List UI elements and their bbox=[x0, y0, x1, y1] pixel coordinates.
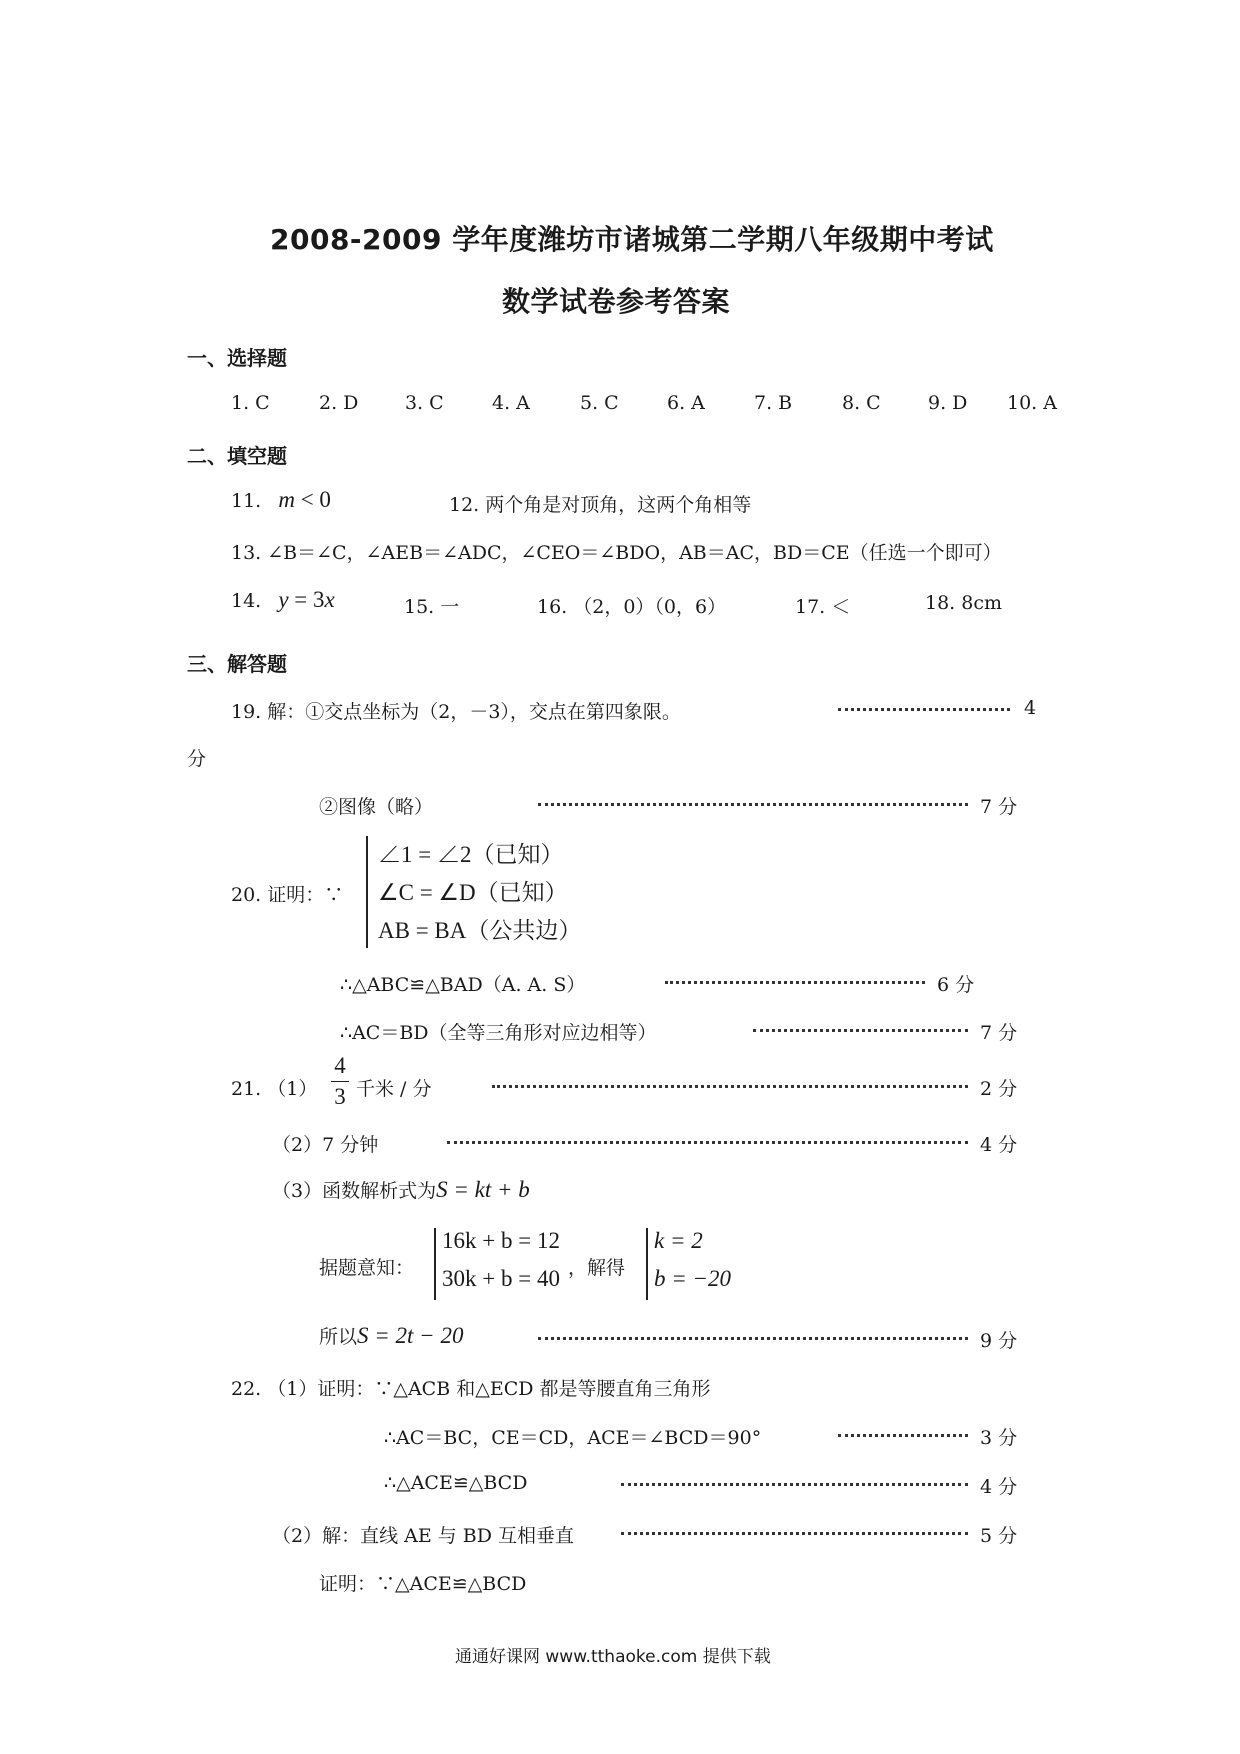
q20-conclusion-1: ∴△ABC≌△BAD（A. A. S） bbox=[340, 974, 586, 996]
choice-answer: 9. D bbox=[928, 392, 968, 414]
q19-score2: 7 分 bbox=[980, 796, 1018, 818]
q22-score2: 4 分 bbox=[980, 1476, 1018, 1498]
q21-equation-2: 30k + b = 40 bbox=[442, 1266, 560, 1291]
q22-line5: 证明：∵△ACE≌△BCD bbox=[319, 1573, 527, 1595]
q20-conclusion-2: ∴AC＝BD（全等三角形对应边相等） bbox=[340, 1022, 657, 1044]
q21-part1-label: 21. （1） bbox=[231, 1078, 318, 1100]
q22-line1: 22. （1）证明：∵△ACB 和△ECD 都是等腰直角三角形 bbox=[231, 1378, 711, 1400]
fill-answer-14: 14. y = 3x bbox=[231, 587, 335, 612]
dot-leader bbox=[538, 803, 968, 806]
left-brace bbox=[646, 1228, 648, 1300]
fill-answer-13: 13. ∠B＝∠C，∠AEB＝∠ADC，∠CEO＝∠BDO，AB＝AC，BD＝CE（任选一个即可） bbox=[231, 542, 1002, 564]
section-heading-fill: 二、填空题 bbox=[187, 444, 287, 468]
fill-answer-11: 11. m < 0 bbox=[231, 487, 331, 512]
choice-answer: 8. C bbox=[842, 392, 881, 414]
q21-part3: （3）函数解析式为S = kt + b bbox=[272, 1177, 530, 1202]
dot-leader bbox=[447, 1141, 968, 1144]
fill-answer-15: 15. 一 bbox=[404, 596, 460, 618]
left-brace bbox=[434, 1228, 436, 1300]
fill-answer-17: 17. ＜ bbox=[795, 596, 851, 618]
q20-score2: 7 分 bbox=[980, 1022, 1018, 1044]
q22-score1: 3 分 bbox=[980, 1427, 1018, 1449]
page-subtitle: 数学试卷参考答案 bbox=[502, 285, 731, 318]
q22-line4: （2）解：直线 AE 与 BD 互相垂直 bbox=[272, 1525, 575, 1547]
q21-solve-word: ，解得 bbox=[568, 1257, 626, 1279]
q20-condition-3: AB = BA（公共边） bbox=[378, 918, 582, 943]
choice-answer: 1. C bbox=[231, 392, 270, 414]
q20-score1: 6 分 bbox=[937, 974, 975, 996]
choice-answer: 5. C bbox=[580, 392, 619, 414]
q21-score3: 9 分 bbox=[980, 1330, 1018, 1352]
choice-answer: 2. D bbox=[319, 392, 359, 414]
q21-fraction: 4 3 bbox=[331, 1053, 349, 1110]
q21-part2: （2）7 分钟 bbox=[272, 1134, 379, 1156]
q20-lead: 20. 证明：∵ bbox=[231, 884, 344, 906]
choice-answer: 4. A bbox=[492, 392, 530, 414]
page-title: 2008-2009 学年度潍坊市诸城第二学期八年级期中考试 bbox=[270, 223, 994, 256]
dot-leader bbox=[538, 1337, 968, 1340]
choice-answer: 3. C bbox=[405, 392, 444, 414]
q21-result: 所以S = 2t − 20 bbox=[319, 1323, 464, 1348]
q22-score3: 5 分 bbox=[980, 1525, 1018, 1547]
dot-leader bbox=[621, 1532, 968, 1535]
fill-answer-16: 16. （2，0）（0，6） bbox=[537, 596, 727, 618]
q21-unit: 千米 / 分 bbox=[356, 1078, 432, 1100]
q21-score2: 4 分 bbox=[980, 1134, 1018, 1156]
left-brace bbox=[366, 836, 368, 948]
q20-condition-1: ∠1 = ∠2（已知） bbox=[378, 842, 564, 867]
q21-score1: 2 分 bbox=[980, 1078, 1018, 1100]
q21-equation-1: 16k + b = 12 bbox=[442, 1228, 560, 1253]
q21-solution-b: b = −20 bbox=[654, 1266, 732, 1291]
q19-line2: ②图像（略） bbox=[319, 796, 434, 818]
dot-leader bbox=[838, 708, 1010, 711]
dot-leader bbox=[621, 1483, 968, 1486]
dot-leader bbox=[753, 1029, 968, 1032]
dot-leader bbox=[665, 981, 925, 984]
q21-solution-k: k = 2 bbox=[654, 1228, 703, 1253]
choice-answer: 6. A bbox=[667, 392, 705, 414]
section-heading-choice: 一、选择题 bbox=[187, 346, 287, 370]
q22-line2: ∴AC＝BC，CE＝CD，ACE＝∠BCD＝90° bbox=[384, 1427, 762, 1449]
q22-line3: ∴△ACE≌△BCD bbox=[384, 1472, 528, 1494]
choice-answer: 10. A bbox=[1007, 392, 1057, 414]
q21-system-lead: 据题意知： bbox=[319, 1257, 415, 1279]
q20-condition-2: ∠C = ∠D（已知） bbox=[378, 880, 568, 905]
page-footer: 通通好课网 www.tthaoke.com 提供下载 bbox=[455, 1647, 771, 1667]
dot-leader bbox=[492, 1085, 968, 1088]
fill-answer-18: 18. 8cm bbox=[925, 592, 1003, 614]
section-heading-solve: 三、解答题 bbox=[187, 652, 287, 676]
dot-leader bbox=[838, 1434, 968, 1437]
q19-score-unit: 分 bbox=[187, 748, 207, 770]
choice-answer: 7. B bbox=[754, 392, 793, 414]
q19-line1: 19. 解：①交点坐标为（2，－3），交点在第四象限。 bbox=[231, 701, 681, 723]
q19-score: 4 bbox=[1024, 697, 1037, 719]
fill-answer-12: 12. 两个角是对顶角，这两个角相等 bbox=[449, 494, 752, 516]
